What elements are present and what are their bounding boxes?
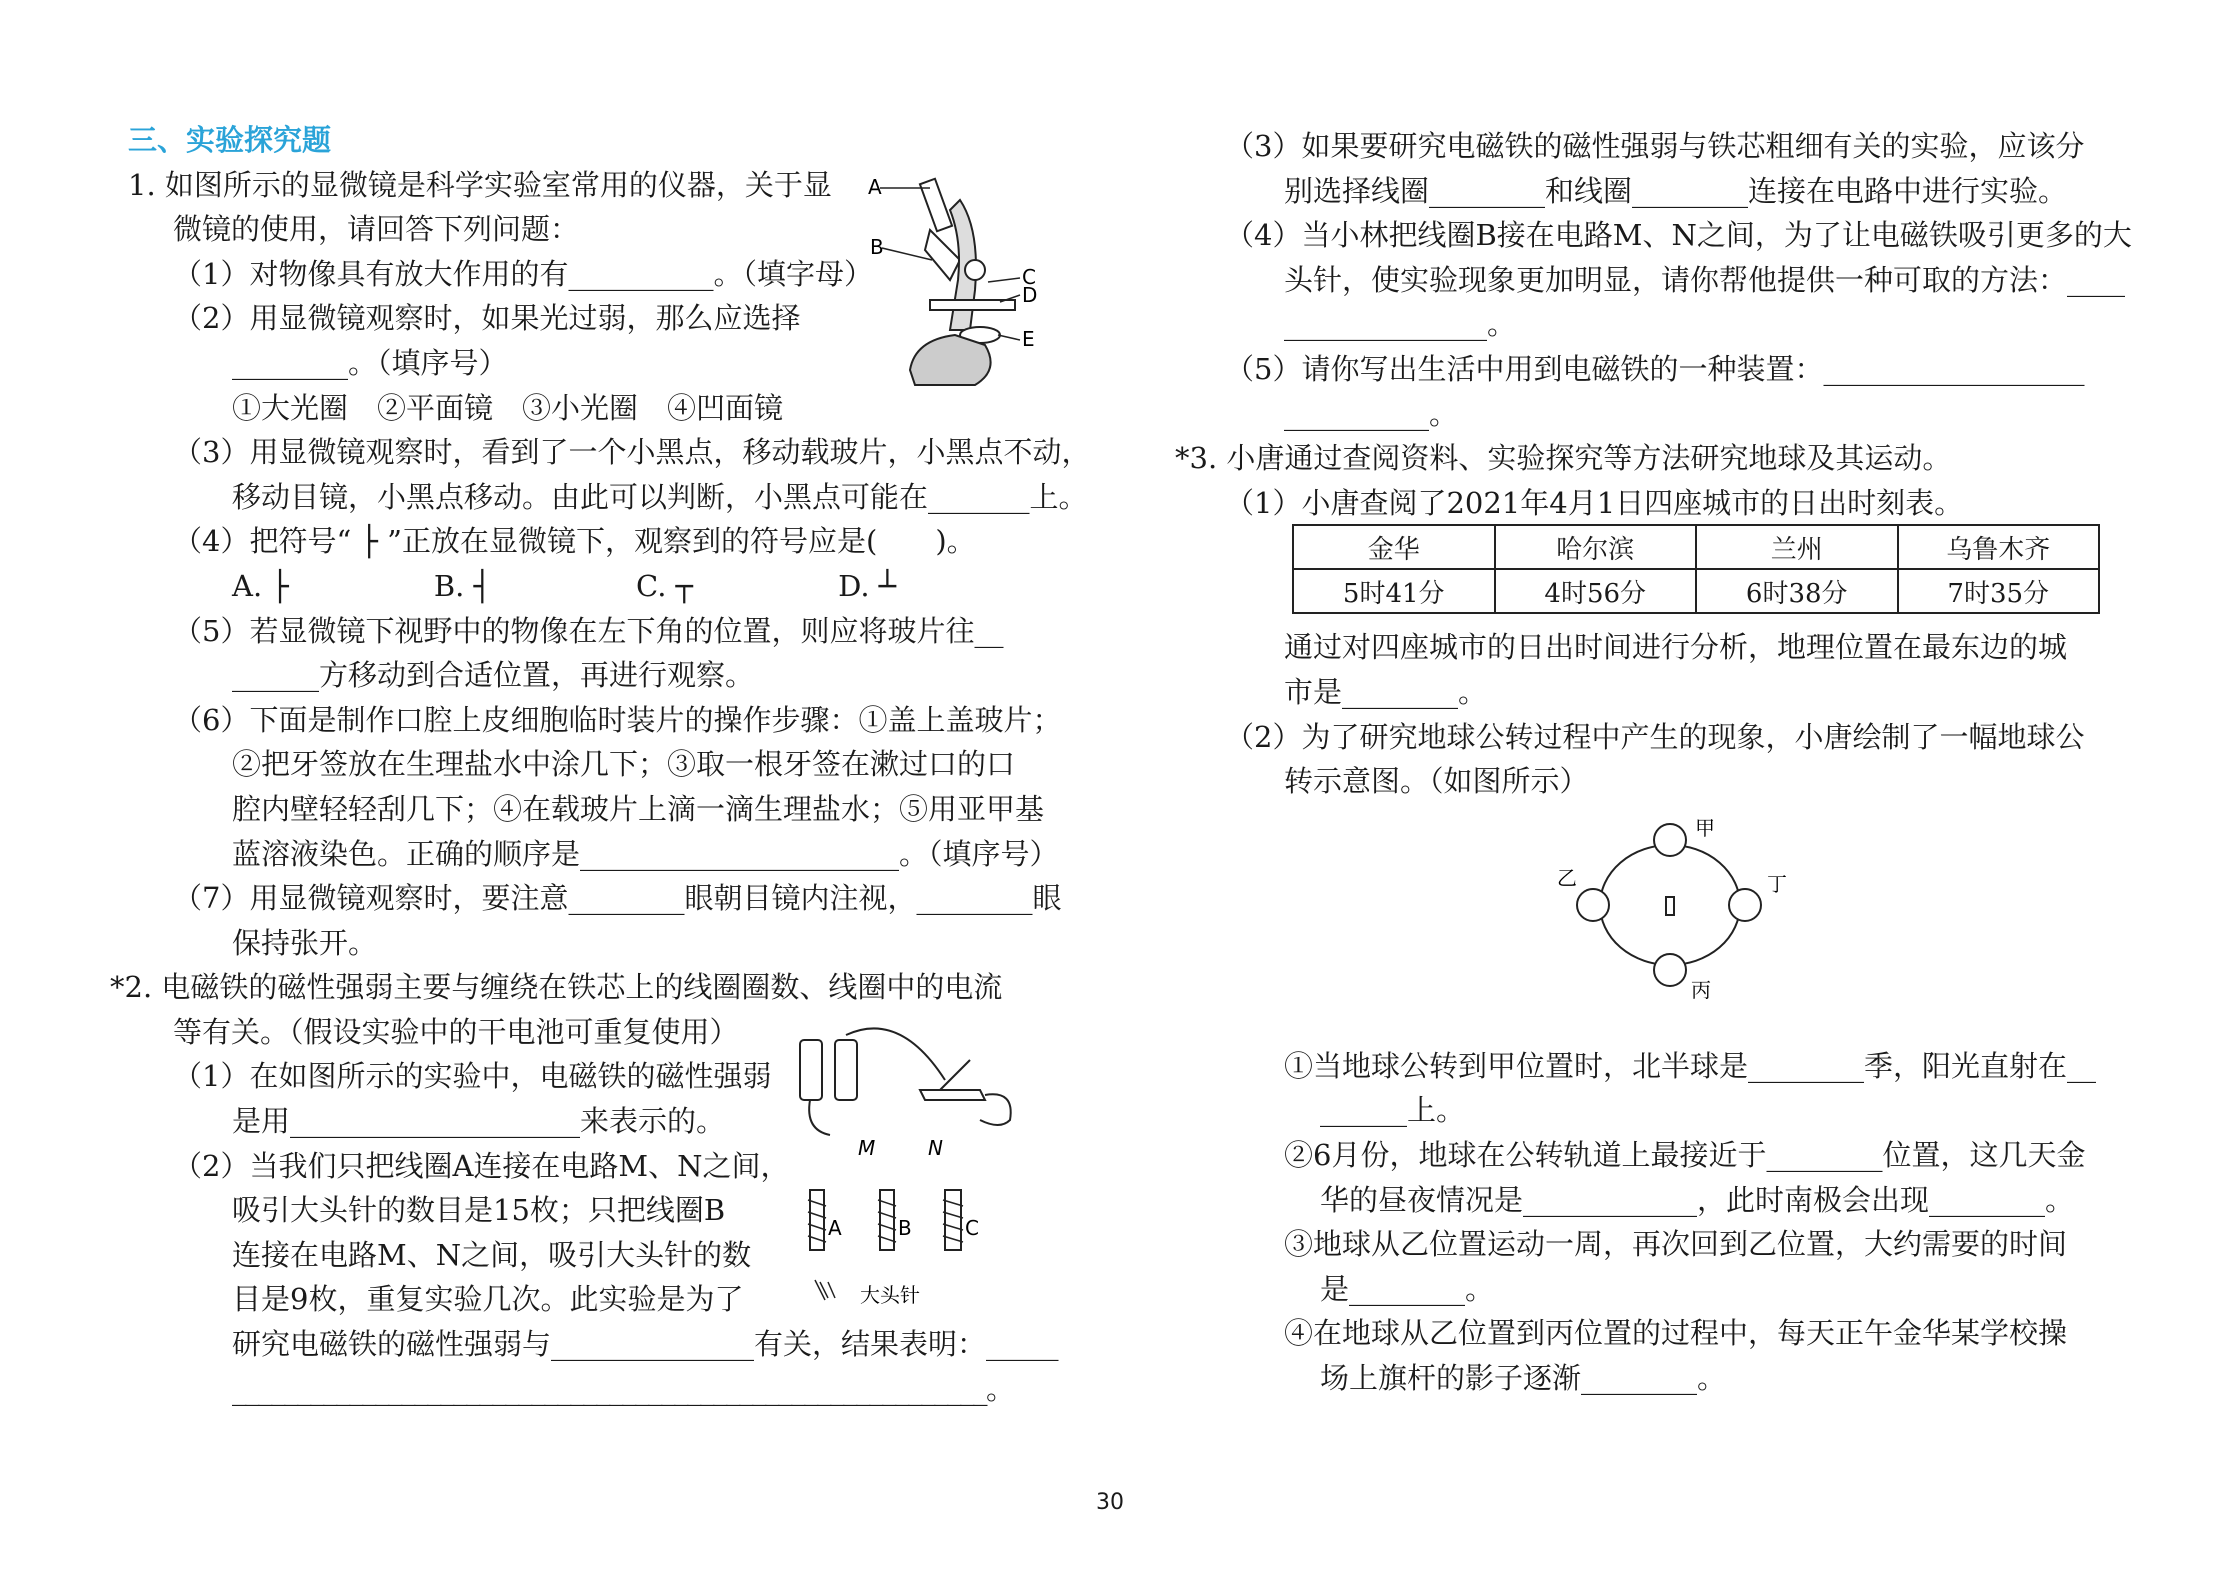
eyepiece-tube (920, 179, 952, 231)
q3-sub3-line2: 是________。 (1320, 1271, 1495, 1306)
q2-part1-line2: 是用____________________来表示的。 (232, 1104, 726, 1139)
q2-part2-line6: __________________________________________________________。 (232, 1371, 1014, 1406)
label-b: B (870, 235, 884, 259)
q2-stem-line2: 等有关。（假设实验中的干电池可重复使用） (173, 1014, 739, 1049)
table-cell: 5时41分 (1293, 569, 1495, 613)
coil-a-label: A (828, 1216, 842, 1240)
q3-sub1-line2: ______上。 (1320, 1093, 1466, 1128)
q1-part5-line1: （5）若显微镜下视野中的物像在左下角的位置，则应将玻片往__ (173, 613, 1004, 648)
q2-part3-line1: （3）如果要研究电磁铁的磁性强弱与铁芯粗细有关的实验，应该分 (1225, 129, 2085, 163)
circuit-figure (770, 1020, 1070, 1320)
q2-part1-line1: （1）在如图所示的实验中，电磁铁的磁性强弱 (173, 1059, 772, 1094)
q3-sub4-line2: 场上旗杆的影子逐渐________。 (1320, 1360, 1727, 1395)
q1-part7-line1: （7）用显微镜观察时，要注意________眼朝目镜内注视，________眼 (173, 881, 1062, 916)
sunrise-table (1292, 524, 2100, 614)
q1-part3-line2: 移动目镜，小黑点移动。由此可以判断，小黑点可能在_______上。 (232, 479, 1088, 514)
q2-part5-line2: __________。 (1284, 396, 1459, 431)
q2-part2-line1: （2）当我们只把线圈A连接在电路M、N之间， (173, 1148, 790, 1183)
q2-part2-line5: 研究电磁铁的磁性强弱与______________有关，结果表明：_____ (232, 1327, 1059, 1362)
microscope-figure (870, 170, 1060, 400)
q1-part7-line2: 保持张开。 (232, 925, 378, 960)
label-n: N (928, 1136, 943, 1160)
q1-part6-line3: 腔内壁轻轻刮几下；④在载玻片上滴一滴生理盐水；⑤用亚甲基 (232, 791, 1045, 826)
q1-stem-line1: 1. 如图所示的显微镜是科学实验室常用的仪器，关于显 (128, 167, 832, 202)
q1-part6-line4: 蓝溶液染色。正确的顺序是______________________。（填序号） (232, 836, 1059, 871)
label-m: M (858, 1136, 876, 1160)
q3-sub2-line1: ②6月份，地球在公转轨道上最接近于________位置，这几天金 (1284, 1137, 2086, 1172)
q1-part4: （4）把符号“ ├ ”正放在显微镜下，观察到的符号应是( )。 (173, 524, 976, 559)
label-e: E (1022, 327, 1035, 351)
q3-part1: （1）小唐查阅了2021年4月1日四座城市的日出时刻表。 (1225, 485, 1964, 520)
q2-part2-line2: 吸引大头针的数目是15枚；只把线圈B (232, 1193, 726, 1228)
sun-candle (1666, 897, 1674, 915)
q3-sub3-line1: ③地球从乙位置运动一周，再次回到乙位置，大约需要的时间 (1284, 1227, 2068, 1262)
right-column (1175, 124, 2132, 1400)
table-cell: 乌鲁木齐 (1898, 525, 2100, 569)
q3-part1-line2: 通过对四座城市的日出时间进行分析，地理位置在最东边的城 (1284, 630, 2068, 665)
table-cell: 7时35分 (1898, 569, 2100, 613)
focus-knob (965, 260, 985, 280)
pins-label: 大头针 (860, 1283, 920, 1307)
q1-stem-line2: 微镜的使用，请回答下列问题： (173, 212, 580, 247)
label-ding: 丁 (1767, 872, 1787, 896)
q1-part2-blank: ________。（填序号） (232, 345, 508, 380)
label-a: A (868, 175, 882, 199)
q1-part6-line2: ②把牙签放在生理盐水中涂几下；③取一根牙签在漱过口的口 (232, 747, 1016, 782)
q2-part3-line2: 别选择线圈________和线圈________连接在电路中进行实验。 (1284, 173, 2068, 208)
q3-part1-line3: 市是________。 (1284, 674, 1488, 709)
q3-stem: *3. 小唐通过查阅资料、实验探究等方法研究地球及其运动。 (1175, 441, 1952, 476)
battery-2 (835, 1040, 857, 1100)
q2-part5-line1: （5）请你写出生活中用到电磁铁的一种装置：__________________ (1225, 351, 2085, 386)
coil-b-label: B (898, 1216, 912, 1240)
q1-part2-options: ①大光圈 ②平面镜 ③小光圈 ④凹面镜 (232, 390, 784, 425)
q3-part2-line1: （2）为了研究地球公转过程中产生的现象，小唐绘制了一幅地球公 (1225, 719, 2085, 754)
q1-part4-options: A. ├ B. ┤ C. ┬ D. ┴ (232, 568, 897, 603)
q3-sub4-line1: ④在地球从乙位置到丙位置的过程中，每天正午金华某学校操 (1284, 1316, 2068, 1351)
table-row (1293, 569, 2099, 613)
q1-part6-line1: （6）下面是制作口腔上皮细胞临时装片的操作步骤：①盖上盖玻片； (173, 702, 1062, 737)
table-cell: 金华 (1293, 525, 1495, 569)
page-number: 30 (1096, 1490, 1124, 1515)
q3-part2-line2: 转示意图。（如图所示） (1284, 764, 1589, 799)
q2-part2-line3: 连接在电路M、N之间，吸引大头针的数 (232, 1237, 752, 1272)
q3-sub2-line2: 华的昼夜情况是____________，此时南极会出现________。 (1320, 1182, 2075, 1217)
q1-part1: （1）对物像具有放大作用的有__________。（填字母） (173, 256, 873, 291)
q2-part4-line1: （4）当小林把线圈B接在电路M、N之间，为了让电磁铁吸引更多的大 (1225, 218, 2132, 253)
globe-bing (1654, 954, 1686, 986)
battery-1 (800, 1040, 822, 1100)
globe-yi (1577, 889, 1609, 921)
q2-part4-line2: 头针，使实验现象更加明显，请你帮他提供一种可取的方法：____ (1284, 262, 2126, 297)
base (910, 335, 991, 385)
table-row (1293, 525, 2099, 569)
table-cell: 6时38分 (1696, 569, 1898, 613)
switch (920, 1090, 985, 1100)
globe-ding (1729, 889, 1761, 921)
q2-stem-line1: *2. 电磁铁的磁性强弱主要与缠绕在铁芯上的线圈圈数、线圈中的电流 (110, 970, 1003, 1005)
label-jia: 甲 (1695, 816, 1715, 840)
body-tube (925, 230, 960, 280)
section-heading: 三、实验探究题 (128, 123, 332, 157)
globe-jia (1654, 824, 1686, 856)
q2-part4-line3: ______________。 (1284, 307, 1517, 342)
table-cell: 4时56分 (1495, 569, 1697, 613)
q1-part3-line1: （3）用显微镜观察时，看到了一个小黑点，移动载玻片，小黑点不动， (173, 435, 1091, 470)
q2-part2-line4: 目是9枚，重复实验几次。此实验是为了 (232, 1282, 744, 1317)
coil-c-label: C (965, 1216, 979, 1240)
label-yi: 乙 (1557, 866, 1577, 890)
label-c: C (1022, 265, 1036, 289)
table-cell: 哈尔滨 (1495, 525, 1697, 569)
q1-part2: （2）用显微镜观察时，如果光过弱，那么应选择 (173, 301, 801, 336)
q3-sub1-line1: ①当地球公转到甲位置时，北半球是________季，阳光直射在__ (1284, 1048, 2097, 1083)
table-cell: 兰州 (1696, 525, 1898, 569)
label-d: D (1022, 283, 1038, 307)
label-bing: 丙 (1691, 978, 1711, 1002)
q1-part5-line2: ______方移动到合适位置，再进行观察。 (232, 658, 755, 693)
orbit-figure (1555, 805, 1795, 1005)
